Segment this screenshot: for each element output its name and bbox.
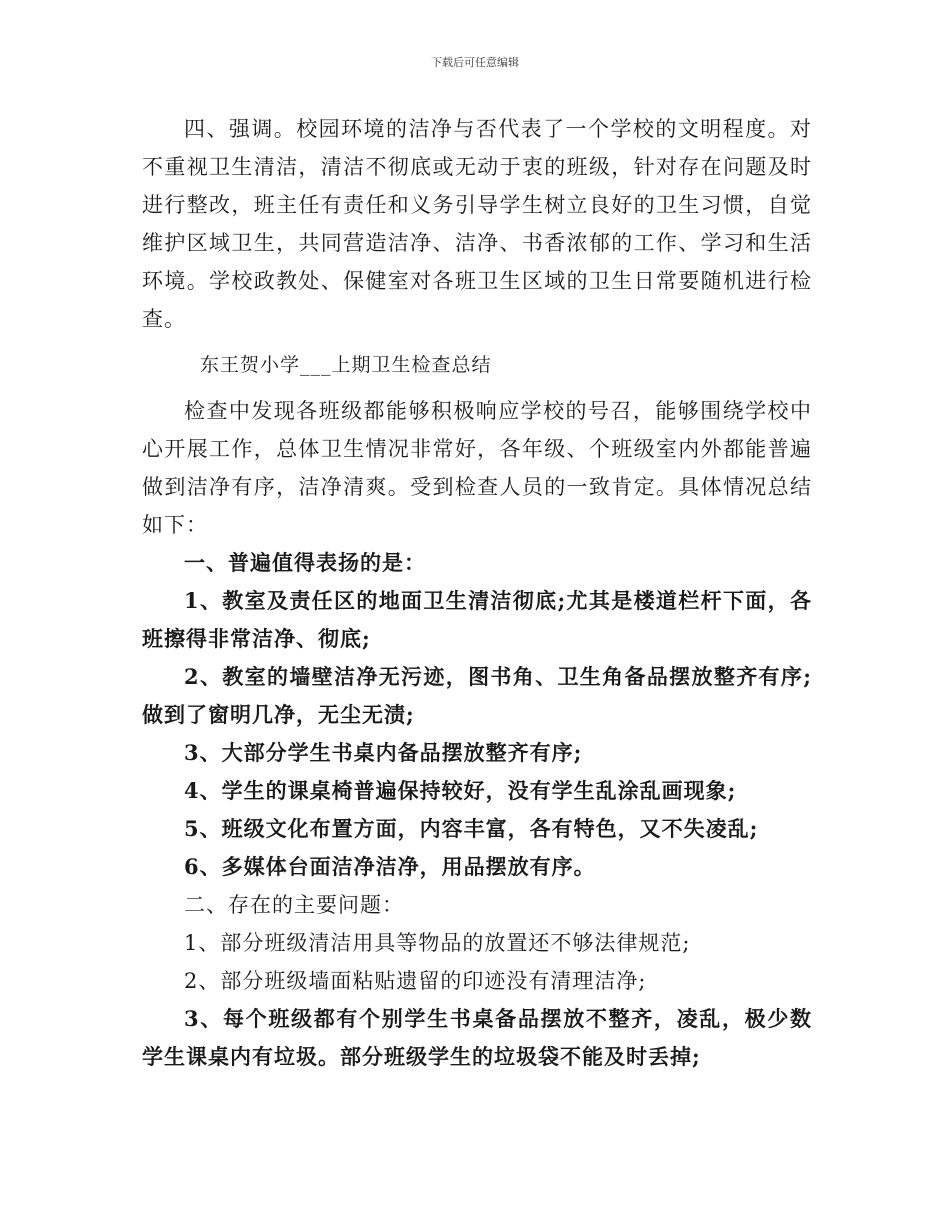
praise-item-2: 2、教室的墙壁洁净无污迹，图书角、卫生角备品摆放整齐有序;做到了窗明几净，无尘无渍;	[142, 664, 812, 727]
problem-item-3: 3、每个班级都有个别学生书桌备品摆放不整齐，凌乱，极少数学生课桌内有垃圾。部分班级学生的垃圾袋不能及时丢掉;	[142, 1006, 812, 1069]
document-body	[142, 110, 812, 1076]
paragraph-emphasis: 四、强调。校园环境的洁净与否代表了一个学校的文明程度。对不重视卫生清洁，清洁不彻底或无动于衷的班级，针对存在问题及时进行整改，班主任有责任和义务引导学生树立良好的卫生习惯，自觉维护区域卫生，共同营造洁净、洁净、书香浓郁的工作、学习和生活环境。学校政教处、保健室对各班卫生区域的卫生日常要随机进行检查。	[142, 117, 812, 331]
praise-item-5: 5、班级文化布置方面，内容丰富，各有特色，又不失凌乱;	[184, 816, 759, 841]
heading-problems: 二、存在的主要问题：	[184, 893, 404, 917]
praise-item-6: 6、多媒体台面洁净洁净，用品摆放有序。	[184, 854, 596, 879]
praise-item-1: 1、教室及责任区的地面卫生清洁彻底;尤其是楼道栏杆下面，各班擦得非常洁净、彻底;	[142, 588, 812, 651]
heading-praise: 一、普遍值得表扬的是：	[184, 550, 426, 575]
problem-item-2: 2、部分班级墙面粘贴遗留的印迹没有清理洁净;	[184, 969, 647, 993]
header-note: 下载后可任意编辑	[431, 56, 519, 69]
praise-item-4: 4、学生的课桌椅普遍保持较好，没有学生乱涂乱画现象;	[184, 778, 737, 803]
paragraph-summary-intro: 检查中发现各班级都能够积极响应学校的号召，能够围绕学校中心开展工作，总体卫生情况非常好，各年级、个班级室内外都能普遍做到洁净有序，洁净清爽。受到检查人员的一致肯定。具体情况总结如下：	[142, 399, 812, 537]
section-title: 东王贺小学___上期卫生检查总结	[200, 354, 492, 376]
problem-item-1: 1、部分班级清洁用具等物品的放置还不够法律规范;	[184, 931, 691, 955]
praise-item-3: 3、大部分学生书桌内备品摆放整齐有序;	[184, 740, 583, 765]
